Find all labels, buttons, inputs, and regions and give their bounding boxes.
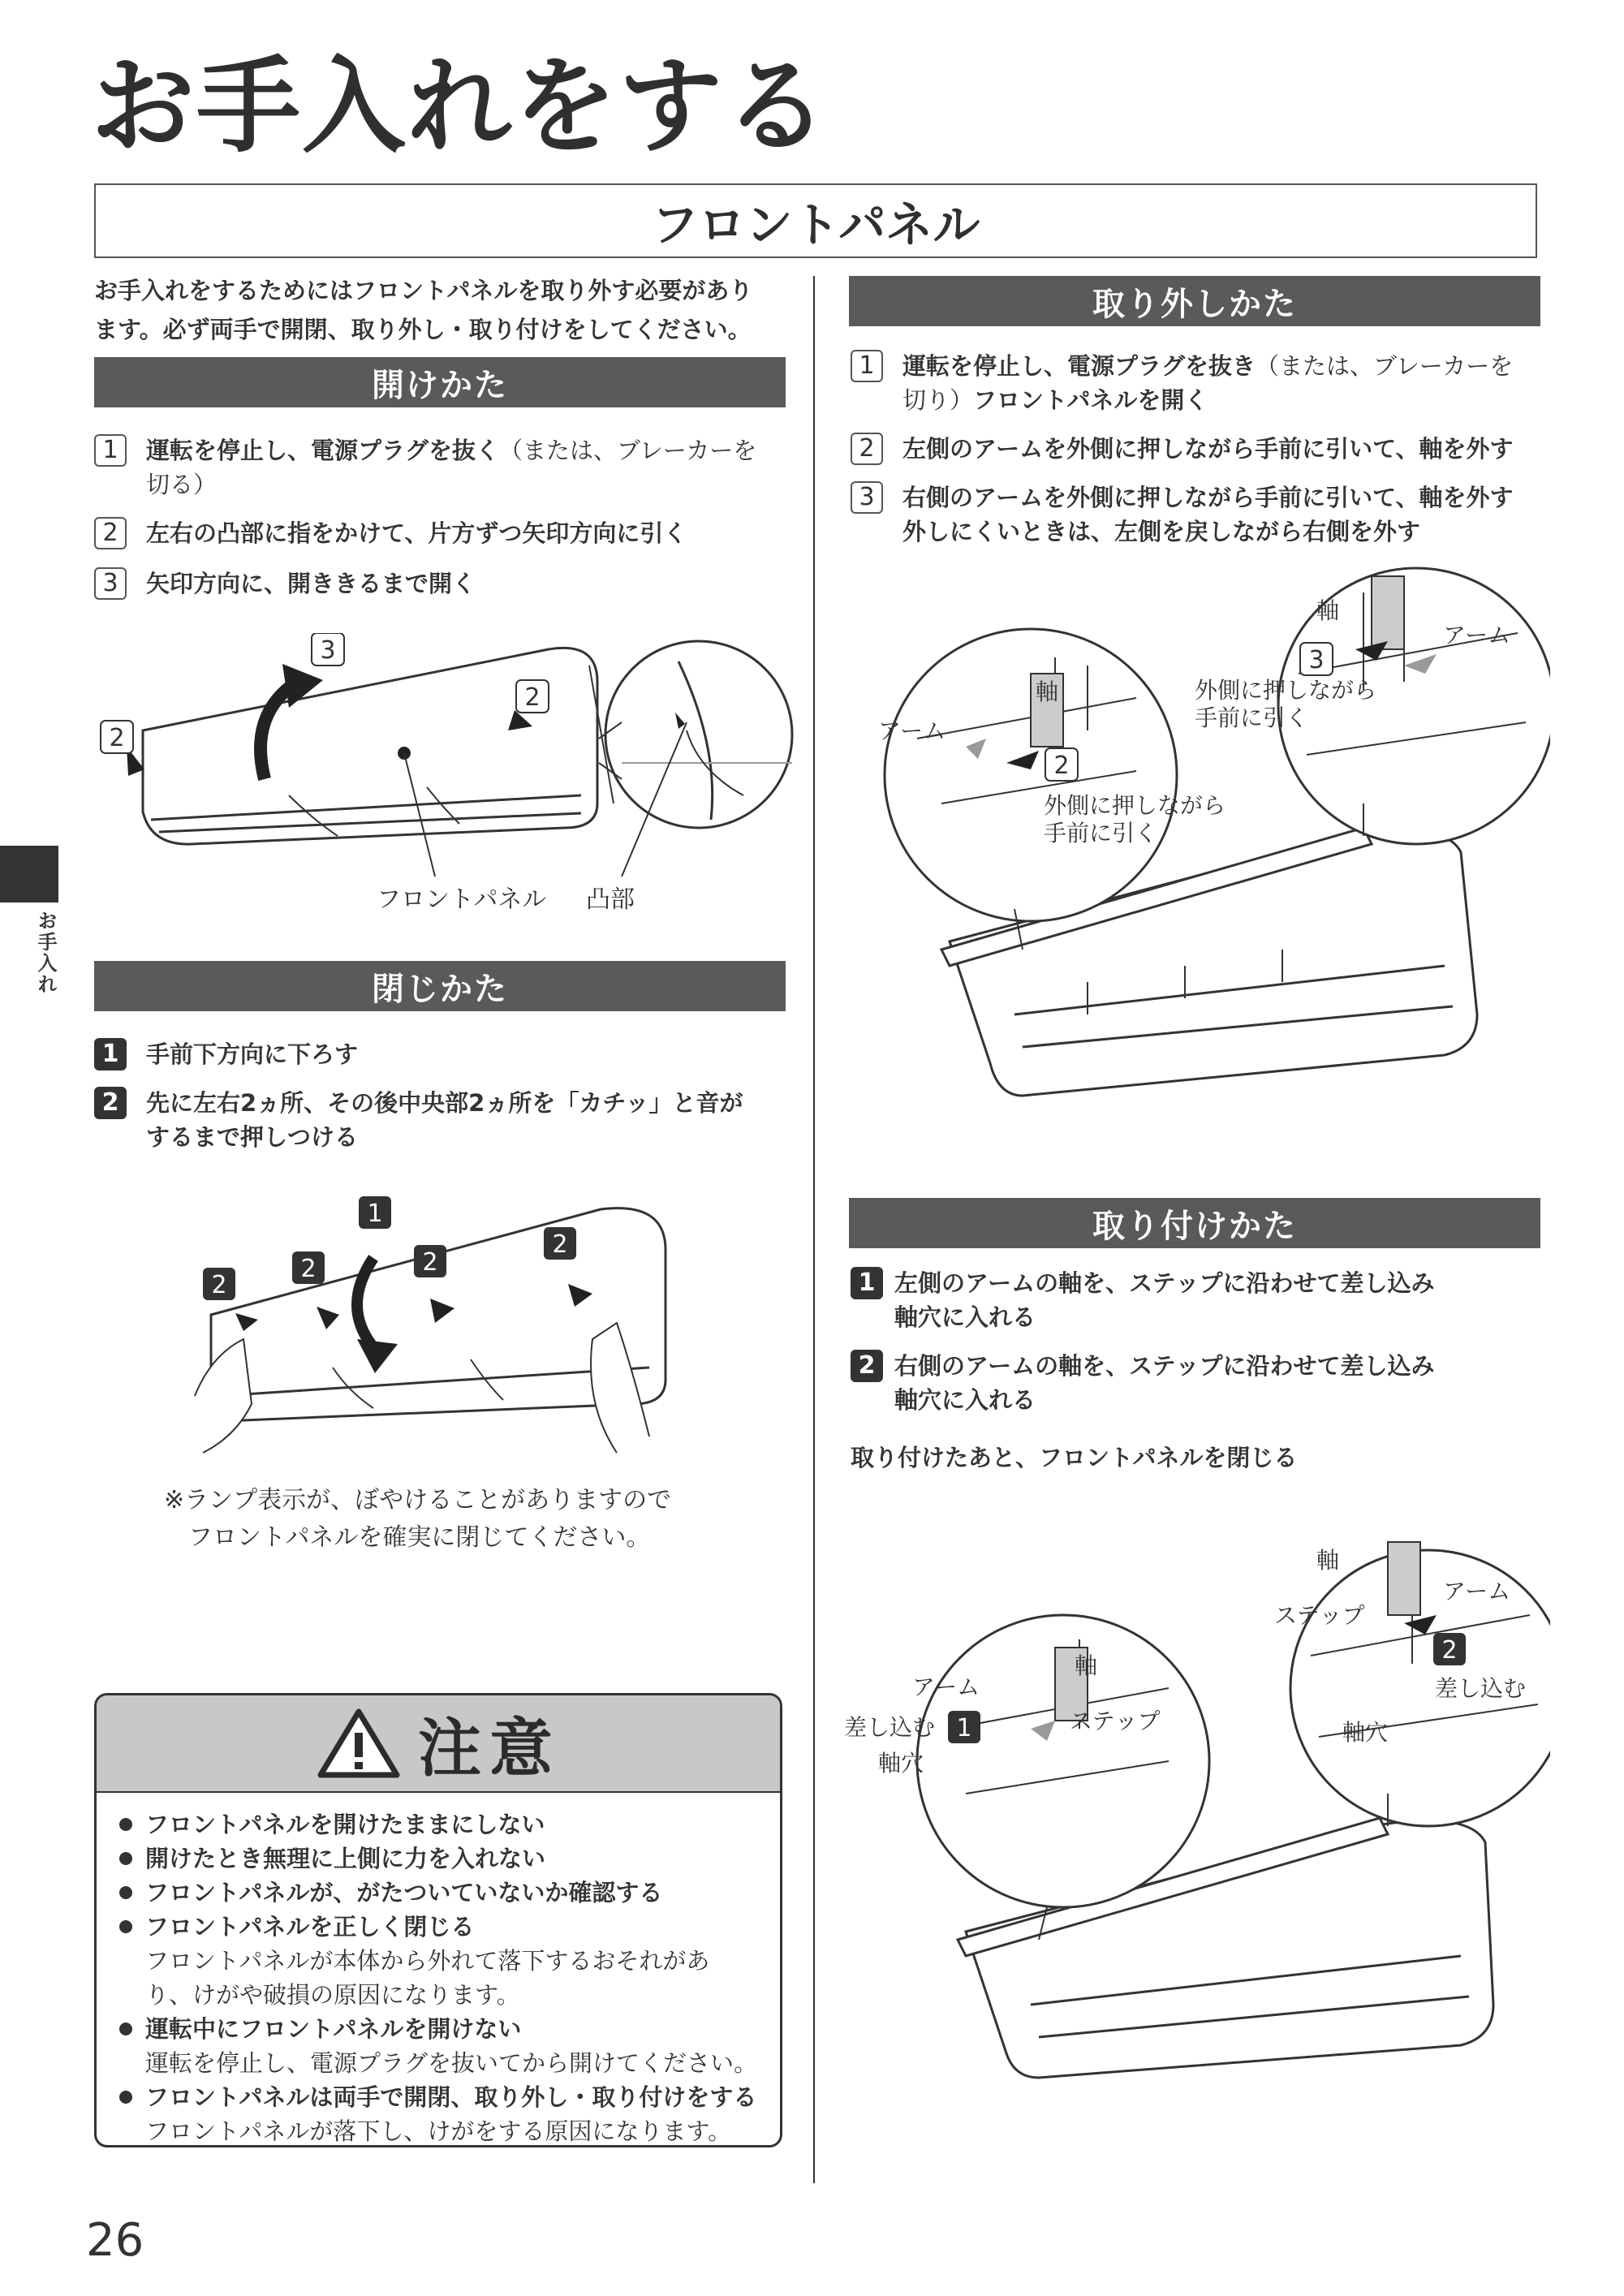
label-bump: 凸部 [586, 885, 635, 914]
step-line2-bold: フロントパネルを開く [973, 386, 1208, 414]
label-step: ステップ [1070, 1708, 1161, 1734]
label-arm: アーム [1443, 622, 1511, 648]
caution-item-sub: り、けがや破損の原因になります。 [145, 1981, 520, 2009]
step-bold: 手前下方向に下ろす [146, 1040, 359, 1068]
step-line2: するまで押しつける [146, 1123, 359, 1151]
step-number: 2 [94, 1087, 127, 1119]
warning-triangle-icon [316, 1707, 402, 1780]
caution-item [118, 1842, 764, 1876]
remove-illustration [844, 560, 1550, 1144]
caution-item-sub: 運転を停止し、電源プラグを抜いてから開けてください。 [145, 2049, 758, 2077]
caution-list [97, 1793, 780, 2147]
caution-item-text: フロントパネルが、がたついていないか確認する [145, 1879, 663, 1906]
caution-box [94, 1693, 782, 2147]
close-step-1 [94, 1037, 800, 1071]
step-bold: 運転を停止し、電源プラグを抜き [902, 352, 1256, 380]
remove-steps [851, 349, 1565, 549]
step-number: 3 [94, 567, 127, 600]
label-arm: アーム [912, 1674, 980, 1700]
step-bold: 右側のアームを外側に押しながら手前に引いて、軸を外す [902, 484, 1514, 511]
step-bold: 矢印方向に、開ききるまで開く [146, 570, 476, 597]
callout-3: 3 [320, 636, 336, 665]
open-step-1 [94, 433, 800, 502]
intro-text [94, 271, 808, 349]
open-step-3 [94, 566, 800, 601]
step-line1: 左側のアームの軸を、ステップに沿わせて差し込み [894, 1269, 1435, 1297]
close-heading: 閉じかた [94, 961, 786, 1011]
open-steps [94, 433, 800, 601]
close-step-2 [94, 1086, 800, 1154]
side-label: お手入れ [34, 911, 57, 995]
label-insert: 差し込む [844, 1714, 936, 1741]
label-push-pull-1: 外側に押しながら [1195, 677, 1377, 704]
close-callout-2: 2 [300, 1255, 317, 1283]
remove-step-2 [851, 432, 1565, 466]
attach-steps [851, 1266, 1565, 1417]
intro-line: ます。必ず両手で開閉、取り外し・取り付けをしてください。 [94, 316, 752, 343]
step-text [146, 433, 756, 502]
caution-item [118, 2012, 764, 2080]
label-push-pull-1: 外側に押しながら [1044, 792, 1226, 819]
caution-item-text: フロントパネルは両手で開閉、取り外し・取り付けをする [145, 2083, 757, 2111]
step-bold: 運転を停止し、電源プラグを抜く [146, 437, 500, 464]
attach-illustration [844, 1526, 1550, 2110]
remove-callout-2: 2 [1053, 752, 1070, 780]
step-number: 2 [94, 517, 127, 549]
open-step-2 [94, 516, 800, 550]
label-arm: アーム [878, 717, 946, 744]
caution-title: 注意 [417, 1712, 561, 1786]
label-shaft: 軸 [1316, 1547, 1340, 1574]
remove-step-1 [851, 349, 1565, 417]
step-number: 1 [851, 350, 883, 382]
close-callout-2: 2 [552, 1230, 568, 1259]
close-callout-2: 2 [422, 1248, 438, 1277]
caution-item [118, 1807, 764, 1842]
page-title: お手入れをする [91, 46, 830, 167]
intro-line: お手入れをするためにはフロントパネルを取り外す必要があり [94, 277, 753, 304]
caution-item-text: フロントパネルを正しく閉じる [145, 1913, 475, 1941]
close-note [164, 1482, 781, 1557]
label-shaft: 軸 [1075, 1652, 1098, 1679]
page-number: 26 [86, 2214, 144, 2267]
callout-2-right: 2 [524, 683, 541, 712]
step-line2-light: 切り） [902, 386, 974, 414]
caution-item-text: 運転中にフロントパネルを開けない [145, 2015, 522, 2043]
label-insert: 差し込む [1435, 1675, 1527, 1702]
caution-item [118, 1910, 764, 2012]
step-number: 3 [851, 481, 883, 514]
step-light: （または、ブレーカーを [499, 437, 757, 464]
attach-step-1 [851, 1266, 1565, 1334]
step-number: 1 [94, 1038, 127, 1070]
caution-item [118, 1876, 764, 1910]
attach-step-2 [851, 1349, 1565, 1417]
step-line1: 右側のアームの軸を、ステップに沿わせて差し込み [894, 1352, 1435, 1380]
caution-item-text: フロントパネルを開けたままにしない [145, 1811, 545, 1838]
label-hole: 軸穴 [878, 1750, 924, 1777]
remove-step-3 [851, 480, 1565, 549]
attach-callout-2: 2 [1441, 1636, 1458, 1665]
label-shaft: 軸 [1036, 678, 1059, 705]
open-heading: 開けかた [94, 357, 786, 407]
open-illustration [94, 633, 808, 933]
step-number: 2 [851, 1350, 883, 1382]
close-callout-2: 2 [211, 1271, 227, 1299]
step-line2: 外しにくいときは、左側を戻しながら右側を外す [902, 518, 1421, 545]
step-line2: 軸穴に入れる [894, 1303, 1036, 1331]
label-step: ステップ [1274, 1602, 1365, 1629]
label-push-pull-2: 手前に引く [1195, 704, 1309, 731]
label-arm: アーム [1443, 1578, 1511, 1605]
close-illustration [162, 1193, 682, 1461]
step-number: 1 [94, 434, 127, 467]
label-front-panel: フロントパネル [377, 885, 547, 914]
note-line: ※ランプ表示が、ぼやけることがありますので [164, 1486, 672, 1514]
callout-2-left: 2 [109, 724, 125, 752]
attach-callout-1: 1 [956, 1714, 972, 1742]
remove-heading: 取り外しかた [849, 276, 1540, 326]
step-light: （または、ブレーカーを [1256, 352, 1514, 380]
label-hole: 軸穴 [1342, 1719, 1389, 1746]
step-line2: 切る） [146, 471, 218, 498]
caution-header [97, 1695, 780, 1793]
caution-item-sub: フロントパネルが落下し、けがをする原因になります。 [145, 2117, 732, 2145]
caution-item-sub: フロントパネルが本体から外れて落下するおそれがあ [145, 1947, 710, 1975]
remove-callout-3: 3 [1308, 646, 1325, 674]
step-line1: 先に左右2ヵ所、その後中央部2ヵ所を「カチッ」と音が [146, 1089, 743, 1117]
caution-item [118, 2080, 764, 2147]
step-line2: 軸穴に入れる [894, 1386, 1036, 1414]
attach-heading: 取り付けかた [849, 1198, 1540, 1248]
close-callout-1: 1 [367, 1200, 383, 1228]
side-tab-marker [0, 846, 58, 902]
column-divider [813, 276, 815, 2183]
caution-item-text: 開けたとき無理に上側に力を入れない [145, 1845, 546, 1872]
label-shaft: 軸 [1316, 597, 1340, 624]
close-steps [94, 1037, 800, 1154]
attach-after-text: 取り付けたあと、フロントパネルを閉じる [851, 1444, 1298, 1471]
step-bold: 左側のアームを外側に押しながら手前に引いて、軸を外す [902, 435, 1514, 463]
note-line: フロントパネルを確実に閉じてください。 [188, 1523, 651, 1552]
section-title: フロントパネル [94, 183, 1537, 258]
step-number: 2 [851, 433, 883, 465]
label-push-pull-2: 手前に引く [1044, 820, 1158, 846]
step-number: 1 [851, 1267, 883, 1299]
step-bold: 左右の凸部に指をかけて、片方ずつ矢印方向に引く [146, 519, 687, 547]
